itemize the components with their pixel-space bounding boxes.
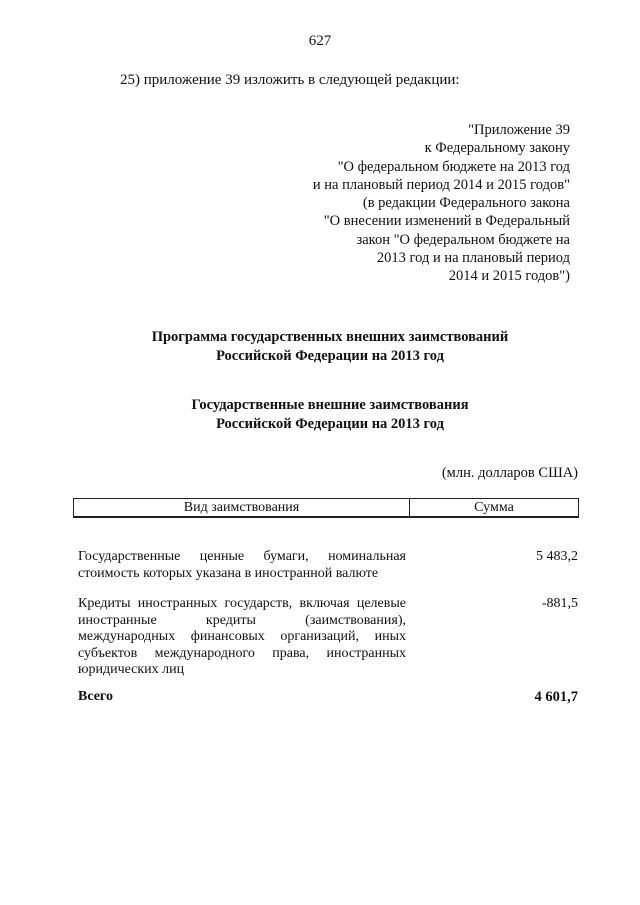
borrowings-heading-line-2: Российской Федерации на 2013 год	[216, 416, 444, 432]
program-heading-line-1: Программа государственных внешних заимствований	[151, 329, 509, 345]
total-amount: 4 601,7	[534, 689, 578, 705]
program-heading-line-2: Российской Федерации на 2013 год	[216, 348, 444, 364]
table-row-amount: 5 483,2	[536, 549, 578, 564]
page-number: 627	[308, 33, 332, 49]
total-label: Всего	[78, 689, 113, 704]
table-header	[73, 498, 579, 518]
amendment-line: 25) приложение 39 изложить в следующей редакции:	[120, 72, 460, 88]
program-heading	[60, 328, 600, 366]
borrowings-heading	[60, 396, 600, 434]
appendix-header: "Приложение 39 к Федеральному закону "О федеральном бюджете на 2013 год и на плановый период 2014 и 2015 годов" (в редакции Федерального закона "О внесении изменений в Федеральный закон "О федеральном бюджете на 2013 год и на плановый период 2014 и 2015 годов")	[312, 122, 570, 285]
table-row-amount: -881,5	[541, 596, 578, 611]
column-header-type: Вид заимствования	[183, 500, 300, 515]
units-label: (млн. долларов США)	[441, 465, 578, 481]
table-row-name: Государственные ценные бумаги, номинальная стоимость которых указана в иностранной валюте	[78, 549, 406, 581]
column-header-amount: Сумма	[474, 500, 514, 515]
table-row-name: Кредиты иностранных государств, включая целевые иностранные кредиты (заимствования), международных финансовых организаций, иных субъектов международного права, иностранных юридических лиц	[78, 596, 406, 677]
borrowings-heading-line-1: Государственные внешние заимствования	[191, 397, 469, 413]
